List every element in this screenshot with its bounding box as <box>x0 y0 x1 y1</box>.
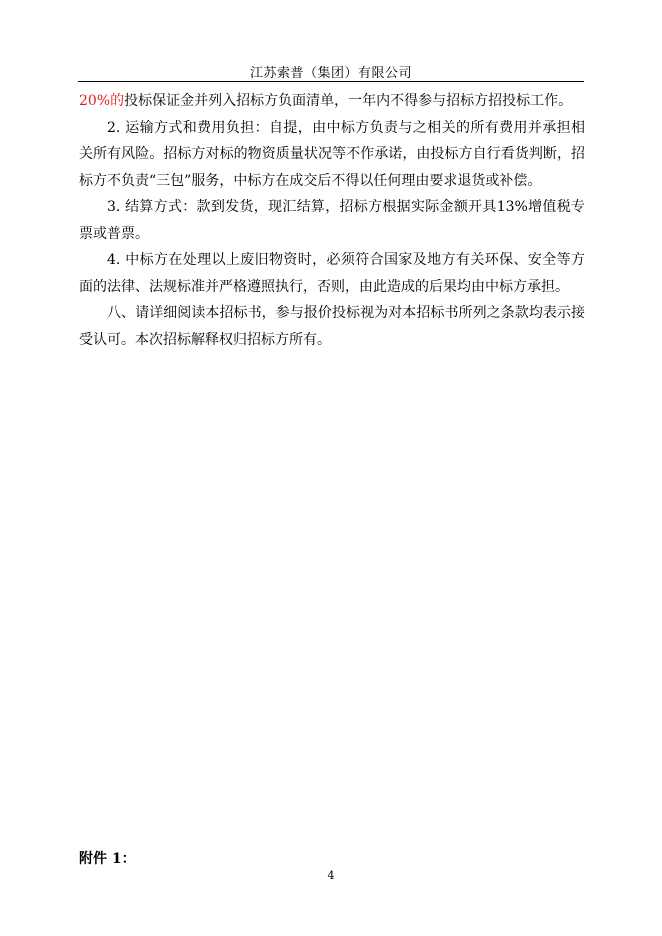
paragraph-transport: 2. 运输方式和费用负担：自提，由中标方负责与之相关的所有费用并承担相关所有风险。招标方对标的物资质量状况等不作承诺，由投标方自行看货判断，招标方不负责“三包”服务，中标方在成交后不得以任何理由要求退货或补偿。 <box>79 119 585 189</box>
header-divider <box>78 81 584 82</box>
page-header-title: 江苏索普（集团）有限公司 <box>249 66 412 81</box>
highlighted-percentage: 20%的 <box>79 93 125 109</box>
paragraph-acceptance: 八、请详细阅读本招标书，参与报价投标视为对本招标书所列之条款均表示接受认可。本次招标解释权归招标方所有。 <box>79 305 585 348</box>
page-number: 4 <box>327 869 335 882</box>
paragraph-settlement: 3. 结算方式：款到发货，现汇结算，招标方根据实际金额开具13%增值税专票或普票。 <box>79 199 585 242</box>
paragraph-deposit-continuation <box>79 88 585 115</box>
attachment-label: 附件 1： <box>79 851 136 867</box>
paragraph-text: 投标保证金并列入招标方负面清单，一年内不得参与招标方招投标工作。 <box>124 93 573 109</box>
document-body <box>79 88 585 353</box>
paragraph-compliance: 4. 中标方在处理以上废旧物资时，必须符合国家及地方有关环保、安全等方面的法律、法规标准并严格遵照执行，否则，由此造成的后果均由中标方承担。 <box>79 252 585 295</box>
